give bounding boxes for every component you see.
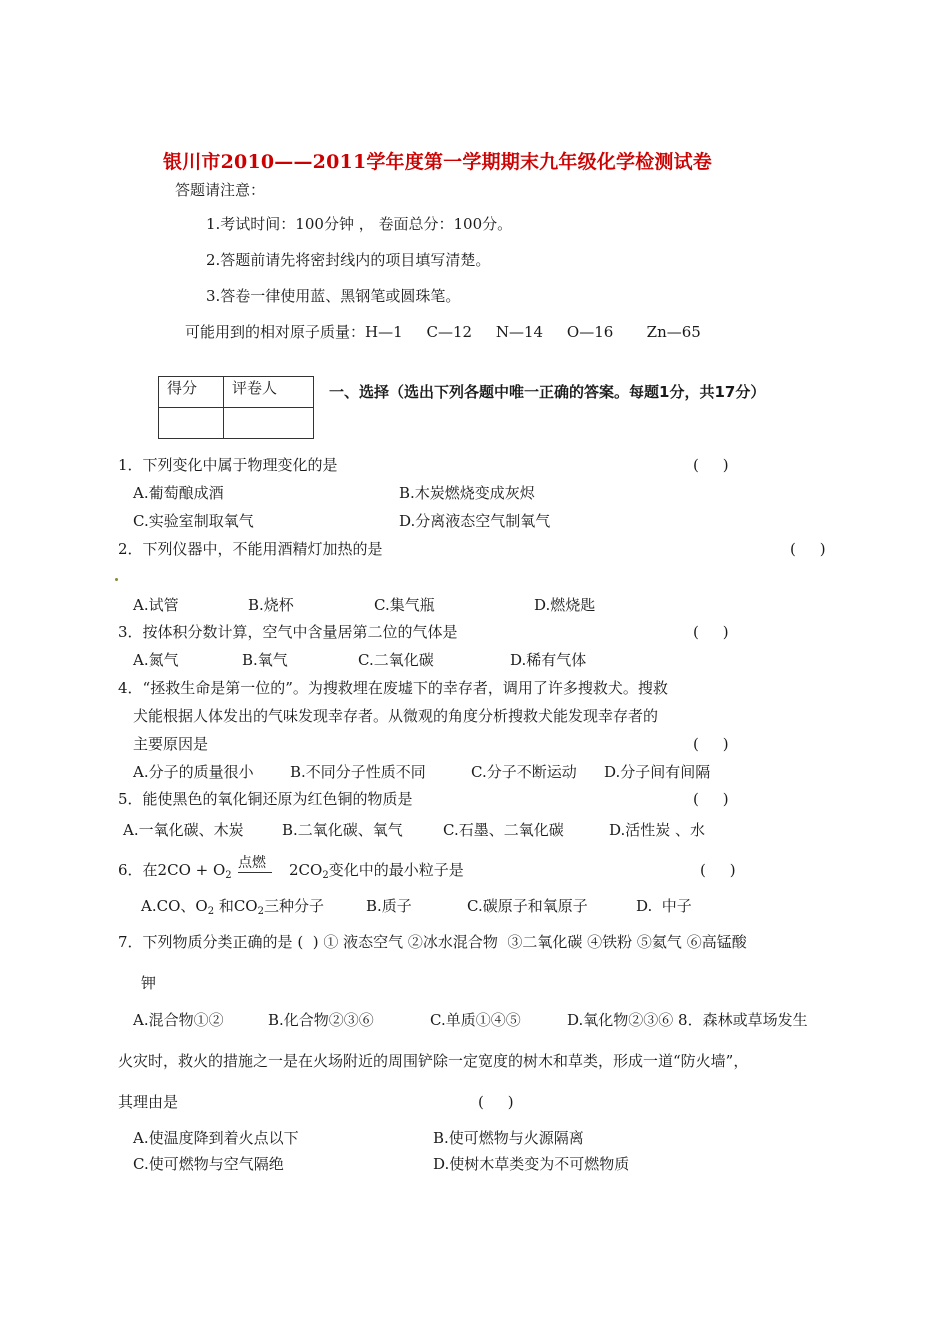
q6-option-c: C.碳原子和氧原子 (467, 897, 588, 915)
score-header: 得分 (159, 377, 224, 408)
question-8-line-2: 火灾时，救火的措施之一是在火场附近的周围铲除一定宽度的树木和草类，形成一道“防火墙”， (118, 1052, 749, 1070)
q2-option-c: C.集气瓶 (374, 596, 435, 614)
atomic-mass-line: 可能用到的相对原子质量：H—1 C—12 N—14 O—16 Zn—65 (185, 323, 701, 341)
q7-option-a: A.混合物①② (133, 1011, 224, 1029)
question-6-product: $2CO_2$变化中的最小粒子是 (289, 861, 464, 881)
q5-option-a: A.一氧化碳、木炭 (123, 821, 244, 839)
reaction-arrow-line (238, 872, 272, 873)
q3-option-c: C.二氧化碳 (358, 651, 434, 669)
q4-option-d: D.分子间有间隔 (604, 763, 711, 781)
q4-option-a: A.分子的质量很小 (133, 763, 254, 781)
stray-dot (115, 578, 118, 581)
answer-paren-5[interactable]: ( ) (693, 790, 729, 808)
q4-option-b: B.不同分子性质不同 (290, 763, 426, 781)
answer-paren-6[interactable]: ( ) (700, 861, 736, 879)
question-7-continuation: 钾 (141, 974, 157, 992)
reaction-condition: 点燃 (238, 855, 266, 871)
q2-option-d: D.燃烧匙 (534, 596, 596, 614)
answer-paren-1[interactable]: ( ) (693, 456, 729, 474)
question-7-stem: 7．下列物质分类正确的是 ( ) ① 液态空气 ②冰水混合物 ③二氧化碳 ④铁粉 ⑤氦气 ⑥高锰酸 (118, 933, 747, 951)
q4-option-c: C.分子不断运动 (471, 763, 577, 781)
q7-option-b: B.化合物②③⑥ (268, 1011, 374, 1029)
question-3-stem: 3．按体积分数计算，空气中含量居第二位的气体是 (118, 623, 458, 641)
section-heading: 一、选择（选出下列各题中唯一正确的答案。每题1分，共17分） (329, 383, 766, 401)
q8-option-c: C.使可燃物与空气隔绝 (133, 1155, 284, 1173)
notice-item-1: 1.考试时间：100分钟 ， 卷面总分：100分。 (206, 215, 513, 233)
question-8-line-3: 其理由是 (118, 1093, 179, 1111)
q1-option-b: B.木炭燃烧变成灰烬 (399, 484, 535, 502)
notice-heading: 答题请注意： (175, 181, 266, 199)
grader-cell[interactable] (224, 408, 314, 439)
question-1-stem: 1．下列变化中属于物理变化的是 (118, 456, 338, 474)
question-4-line-2: 犬能根据人体发出的气味发现幸存者。从微观的角度分析搜救犬能发现幸存者的 (133, 707, 659, 725)
q2-option-a: A.试管 (133, 596, 179, 614)
score-cell[interactable] (159, 408, 224, 439)
question-4-line-3: 主要原因是 (133, 735, 209, 753)
answer-paren-2[interactable]: ( ) (790, 540, 826, 558)
q3-option-d: D.稀有气体 (510, 651, 587, 669)
question-4-line-1: 4．“拯救生命是第一位的”。为搜救埋在废墟下的幸存者，调用了许多搜救犬。搜救 (118, 679, 668, 697)
q8-option-b: B.使可燃物与火源隔离 (433, 1129, 584, 1147)
answer-paren-8[interactable]: ( ) (478, 1093, 514, 1111)
q6-option-a: A.CO、$O_2$ 和$CO_2$三种分子 (141, 897, 324, 917)
q6-option-d: D. 中子 (636, 897, 692, 915)
q1-option-a: A.葡萄酿成酒 (133, 484, 224, 502)
notice-item-2: 2.答题前请先将密封线内的项目填写清楚。 (206, 251, 491, 269)
q6-option-b: B.质子 (366, 897, 412, 915)
answer-paren-3[interactable]: ( ) (693, 623, 729, 641)
q7-option-c: C.单质①④⑤ (430, 1011, 521, 1029)
exam-title: 银川市2010——2011学年度第一学期期末九年级化学检测试卷 (163, 151, 712, 173)
q8-option-a: A.使温度降到着火点以下 (133, 1129, 299, 1147)
grader-header: 评卷人 (224, 377, 314, 408)
q2-option-b: B.烧杯 (248, 596, 294, 614)
question-5-stem: 5．能使黑色的氧化铜还原为红色铜的物质是 (118, 790, 413, 808)
q3-option-b: B.氧气 (242, 651, 288, 669)
q8-option-d: D.使树木草类变为不可燃物质 (433, 1155, 630, 1173)
question-6-stem: 6．在$2CO + O_2$ (118, 861, 232, 881)
q1-option-c: C.实验室制取氧气 (133, 512, 254, 530)
q1-option-d: D.分离液态空气制氧气 (399, 512, 551, 530)
q5-option-b: B.二氧化碳、氧气 (282, 821, 403, 839)
score-table (158, 376, 314, 439)
q5-option-c: C.石墨、二氧化碳 (443, 821, 564, 839)
q7-option-d-q8-start: D.氧化物②③⑥ 8．森林或草场发生 (567, 1011, 808, 1029)
notice-item-3: 3.答卷一律使用蓝、黑钢笔或圆珠笔。 (206, 287, 461, 305)
question-2-stem: 2．下列仪器中，不能用酒精灯加热的是 (118, 540, 383, 558)
q5-option-d: D.活性炭 、水 (609, 821, 706, 839)
answer-paren-4[interactable]: ( ) (693, 735, 729, 753)
q3-option-a: A.氮气 (133, 651, 179, 669)
